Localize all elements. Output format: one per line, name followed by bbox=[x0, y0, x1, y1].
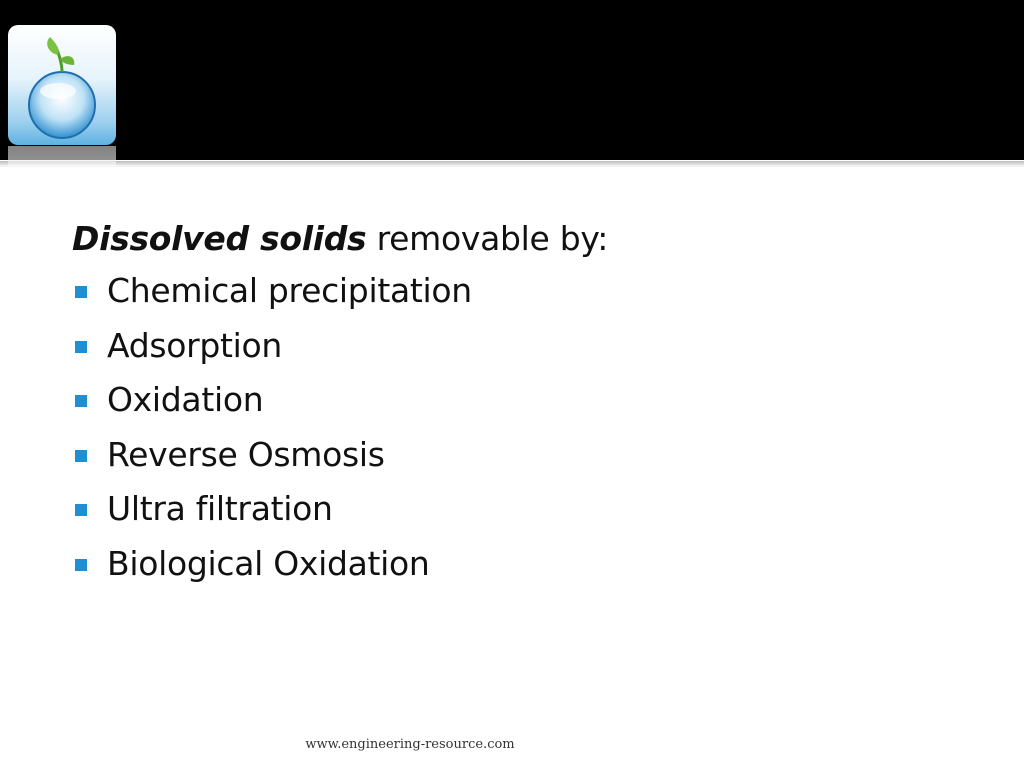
water-globe-with-sprout-icon bbox=[8, 25, 116, 145]
bullet-list bbox=[72, 264, 972, 592]
logo-reflection bbox=[8, 146, 116, 168]
footer bbox=[0, 737, 1024, 752]
lead-line bbox=[72, 214, 972, 264]
header-divider-shadow bbox=[0, 165, 1024, 167]
square-bullet-icon bbox=[75, 395, 87, 407]
list-item-text: Chemical precipitation bbox=[107, 271, 472, 310]
header-band bbox=[0, 0, 1024, 160]
slide-body bbox=[72, 214, 972, 592]
square-bullet-icon bbox=[75, 341, 87, 353]
list-item-text: Reverse Osmosis bbox=[107, 434, 385, 474]
list-item-text: Biological Oxidation bbox=[107, 543, 430, 583]
list-item-text: Oxidation bbox=[107, 380, 264, 420]
list-item bbox=[72, 537, 972, 592]
logo bbox=[8, 25, 116, 145]
list-item bbox=[72, 428, 972, 483]
lead-emphasis: Dissolved solids bbox=[72, 219, 367, 258]
list-item bbox=[72, 482, 972, 537]
footer-url: www.engineering-resource.com bbox=[305, 737, 515, 752]
square-bullet-icon bbox=[75, 450, 87, 462]
list-item bbox=[72, 319, 972, 374]
list-item bbox=[72, 264, 972, 319]
list-item-text: Adsorption bbox=[107, 325, 283, 365]
square-bullet-icon bbox=[75, 286, 87, 298]
list-item bbox=[72, 373, 972, 428]
list-item-text: Ultra filtration bbox=[107, 489, 333, 529]
lead-rest: removable by: bbox=[366, 219, 609, 258]
square-bullet-icon bbox=[75, 559, 87, 571]
square-bullet-icon bbox=[75, 504, 87, 516]
